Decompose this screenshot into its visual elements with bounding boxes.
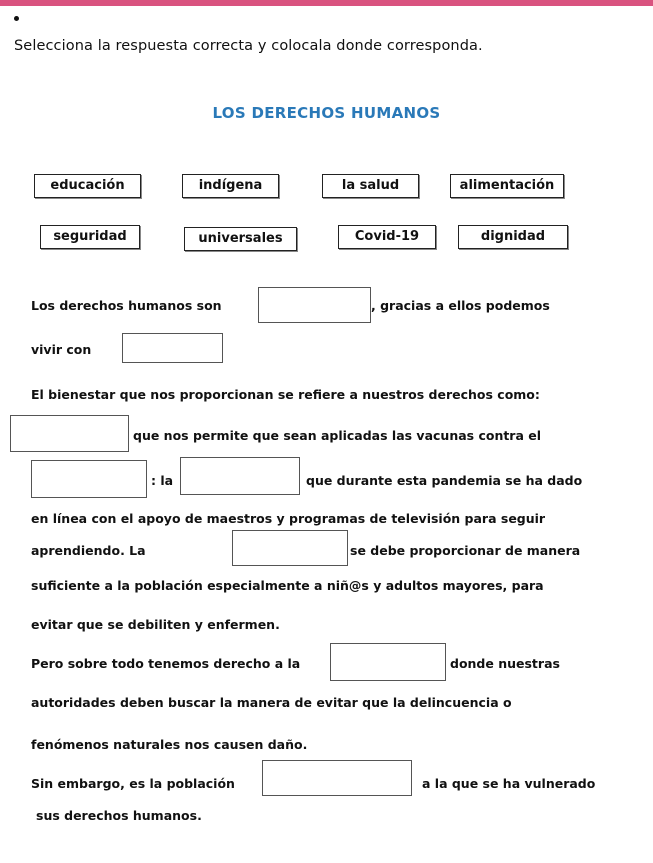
text-line: autoridades deben buscar la manera de evitar que la delincuencia o [31,695,512,710]
text-line: a la que se ha vulnerado [422,776,596,791]
option-alimentacion[interactable]: alimentación [450,174,564,198]
option-covid-19[interactable]: Covid-19 [338,225,436,249]
option-universales[interactable]: universales [184,227,297,251]
top-accent-bar [0,0,653,6]
text-line: Pero sobre todo tenemos derecho a la [31,656,301,671]
text-line: suficiente a la población especialmente a niñ@s y adultos mayores, para [31,578,544,593]
option-dignidad[interactable]: dignidad [458,225,568,249]
drop-slot-1[interactable] [258,287,371,323]
text-line: , gracias a ellos podemos [371,298,550,313]
text-line: en línea con el apoyo de maestros y programas de televisión para seguir [31,511,546,526]
drop-slot-8[interactable] [262,760,412,796]
drop-slot-5[interactable] [180,457,300,495]
drop-slot-2[interactable] [122,333,223,363]
page-title: LOS DERECHOS HUMANOS [212,104,441,122]
text-line: evitar que se debiliten y enfermen. [31,617,280,632]
text-line: El bienestar que nos proporcionan se refiere a nuestros derechos como: [31,387,540,402]
text-line: que nos permite que sean aplicadas las vacunas contra el [133,428,542,443]
text-line: donde nuestras [450,656,560,671]
drop-slot-7[interactable] [330,643,446,681]
drop-slot-6[interactable] [232,530,348,566]
option-indigena[interactable]: indígena [182,174,279,198]
drop-slot-4[interactable] [31,460,147,498]
text-line: fenómenos naturales nos causen daño. [31,737,308,752]
option-educacion[interactable]: educación [34,174,141,198]
text-line: sus derechos humanos. [36,808,202,823]
text-line: se debe proporcionar de manera [350,543,581,558]
drop-slot-3[interactable] [10,415,129,452]
option-la-salud[interactable]: la salud [322,174,419,198]
text-line: Los derechos humanos son [31,298,222,313]
text-line: : la [151,473,174,488]
text-line: que durante esta pandemia se ha dado [306,473,583,488]
instruction-text: Selecciona la respuesta correcta y colocala donde corresponda. [14,38,483,54]
text-line: Sin embargo, es la población [31,776,235,791]
option-seguridad[interactable]: seguridad [40,225,140,249]
bullet-icon [14,16,19,21]
text-line: vivir con [31,342,92,357]
text-line: aprendiendo. La [31,543,146,558]
